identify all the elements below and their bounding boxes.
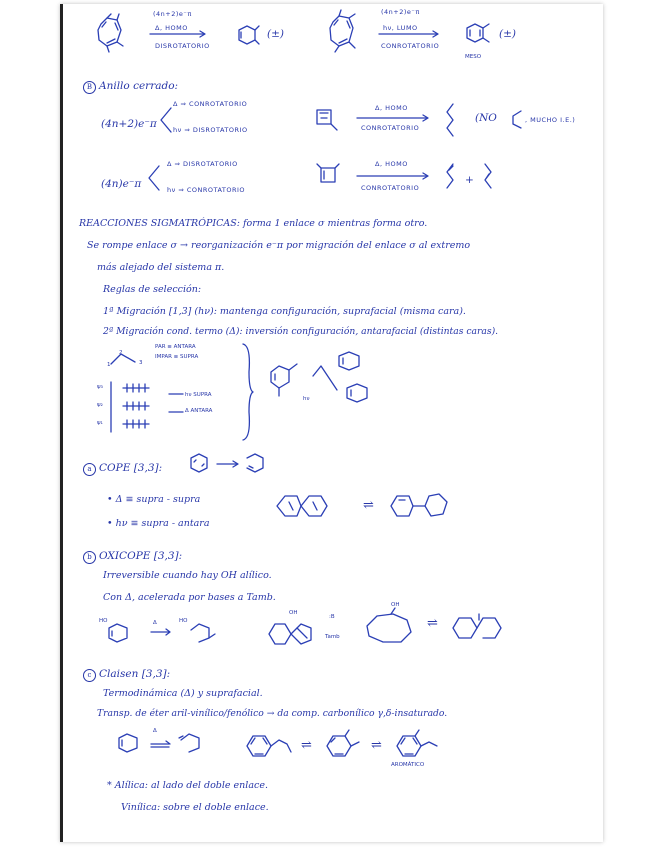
oxicope-arrow [149,630,173,634]
arrow1-a: Δ, HOMO [375,104,408,112]
closed-ring-product1-drawing [443,102,463,138]
oxicope-title [83,550,182,564]
oxicope-line1: Irreversible cuando hay OH alílico. [103,570,272,581]
oxicope-final-drawing [447,610,511,646]
oxicope-delta: Δ [153,620,157,626]
top-left-product-drawing [233,22,263,52]
claisen-aromatic: AROMÁTICO [391,762,425,768]
sigma-num3: 3 [139,360,143,366]
closed-ring-product2b-drawing [481,162,499,194]
claisen-note2: Vinílica: sobre el doble enlace. [121,802,269,813]
rule1-lhs: (4n+2)e⁻π [101,118,157,130]
sigma-example-drawing [263,348,413,424]
closed-ring-note-diene-drawing [507,108,527,130]
claisen-line1: Termodinámica (Δ) y suprafacial. [103,688,263,699]
claisen-dienone-drawing [321,730,367,762]
rule2-a: Δ ⇒ DISROTATORIO [167,160,238,168]
cope-rule1: • Δ ≡ supra - supra [107,494,201,505]
oxicope-equil: ⇌ [427,616,438,631]
closed-ring-title-text: Anillo cerrado: [99,80,179,92]
oxicope-tamb: Tamb [325,634,340,640]
section-marker-a: a [83,463,96,476]
diag-b: IMPAR ≡ SUPRA [155,354,199,360]
claisen-phenol-drawing [391,726,451,762]
top-right-cond-b: CONROTATORIO [381,42,440,50]
claisen-title [83,668,170,682]
top-right-result: (±) [499,28,516,40]
claisen-note1: * Alílica: al lado del doble enlace. [107,780,268,791]
arrow2-b: CONROTATORIO [361,184,420,192]
rule2-b: hν ⇒ CONROTATORIO [167,186,246,194]
rule1-bracket [159,106,173,136]
psi-2: ψ₂ [97,402,103,408]
closed-ring-arrow1 [355,116,431,120]
oxicope-ho2: HO [179,618,188,624]
cope-rule2: • hν ≡ supra - antara [107,518,210,529]
diag-c: hν SUPRA [185,392,212,398]
claisen-product-drawing [175,730,209,760]
claisen-arrow [149,742,173,748]
diag-a: PAR ≡ ANTARA [155,344,196,350]
cope-title [83,462,162,476]
top-right-arrow [377,32,441,36]
top-right-reactant-drawing [325,10,369,60]
closed-ring-product2a-drawing [443,162,461,194]
cope-equil: ⇌ [363,498,374,513]
rule2-lhs: (4n)e⁻π [101,178,142,190]
closed-ring-note1b: , MUCHO I.E.) [525,116,576,124]
cope-example-drawing [271,488,361,524]
oxicope-reactant-drawing [103,620,143,650]
top-right-cond-a: hν, LUMO [383,24,418,32]
cyclobutene-methyl-drawing [313,104,343,134]
sigma-line1: REACCIONES SIGMATRÓPICAS: forma 1 enlace σ mientras forma otro. [79,218,428,229]
sigma-hv: hν [303,396,310,402]
psi-3: ψ₃ [97,384,103,390]
sigma-line5: 1ª Migración [1,3] (hν): mantenga configuración, suprafacial (misma cara). [103,306,466,317]
cope-scheme-drawing [183,450,273,480]
cope-product-drawing [385,488,465,524]
sigma-line4: Reglas de selección: [103,284,202,295]
oxicope-oh: OH [289,610,298,616]
closed-ring-note1: (NO [475,112,497,124]
oxicope-b: :B [329,614,335,620]
rule2-bracket [147,164,161,194]
closed-ring-title [83,80,178,94]
rule1-b: hν ⇒ DISROTATORIO [173,126,248,134]
notebook-page [60,4,603,842]
sigma-num2: 2 [119,350,123,356]
cope-title-text: COPE [3,3]: [99,462,163,474]
claisen-equil2: ⇌ [371,738,382,753]
top-left-arrow [148,32,208,36]
top-left-cond-top: (4n+2)e⁻π [153,10,192,18]
psi-1: ψ₁ [97,420,103,426]
claisen-aryl-ether-drawing [241,730,297,762]
claisen-reactant-drawing [113,730,143,760]
top-left-reactant-drawing [93,12,133,56]
closed-ring-plus: + [465,174,474,186]
sigma-num1: 1 [107,362,111,368]
sigma-line3: más alejado del sistema π. [97,262,225,273]
closed-ring-arrow2 [355,174,431,178]
claisen-delta: Δ [153,728,157,734]
oxicope-product-drawing [185,620,221,650]
allyl-fragment-drawing [109,348,139,368]
arrow1-b: CONROTATORIO [361,124,420,132]
oxicope-line2: Con Δ, acelerada por bases a Tamb. [103,592,276,603]
sigma-line2: Se rompe enlace σ → reorganización e⁻π por migración del enlace σ al extremo [87,240,471,251]
cyclobutene-drawing [315,162,345,192]
top-right-product-drawing [459,20,495,52]
oxicope-ring-drawing [361,608,421,648]
arrow2-a: Δ, HOMO [375,160,408,168]
section-marker-b-upper: B [83,81,96,94]
top-left-cond-b: DISROTATORIO [155,42,210,50]
claisen-title-text: Claisen [3,3]: [99,668,171,680]
rule1-a: Δ ⇒ CONROTATORIO [173,100,248,108]
oxicope-oh2: OH [391,602,400,608]
top-left-result: (±) [267,28,284,40]
section-marker-c: c [83,669,96,682]
diag-d: Δ ANTARA [185,408,213,414]
sigma-line6: 2ª Migración cond. termo (Δ): inversión configuración, antarafacial (distintas caras). [103,326,499,337]
oxicope-bicyclic-drawing [263,616,323,650]
top-right-cond-top: (4n+2)e⁻π [381,8,420,16]
meso-label: MESO [465,54,482,60]
mo-brace [241,342,255,442]
top-left-cond-a: Δ, HOMO [155,24,188,32]
oxicope-title-text: OXICOPE [3,3]: [99,550,183,562]
oxicope-ho1: HO [99,618,108,624]
section-marker-b-lower: b [83,551,96,564]
claisen-line2: Transp. de éter aril-vinílico/fenólico → da comp. carbonílico γ,δ-insaturado. [97,708,448,719]
claisen-equil1: ⇌ [301,738,312,753]
